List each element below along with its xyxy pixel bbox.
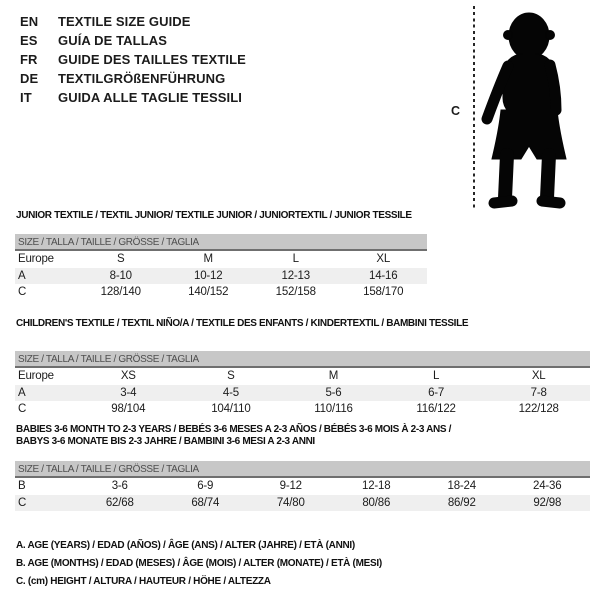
size-cell: 116/122 [416, 403, 456, 415]
size-cell: 104/110 [211, 403, 251, 415]
table-row [15, 478, 590, 495]
section-title: BABIES 3-6 MONTH TO 2-3 YEARS / BEBÉS 3-6 MESES A 2-3 AÑOS / BÉBÉS 3-6 MOIS À 2-3 ANS / [16, 424, 452, 435]
size-cell: XS [120, 370, 136, 382]
language-row [20, 50, 246, 69]
size-cell: 68/74 [191, 496, 220, 509]
size-cell: 74/80 [276, 496, 305, 509]
height-measure-label: C [451, 104, 461, 118]
language-row [20, 88, 246, 107]
size-cell: L [432, 370, 440, 382]
size-cell: 18-24 [447, 480, 476, 492]
size-cell: 3-4 [120, 386, 137, 399]
size-cell: 122/128 [518, 403, 559, 415]
section-title: BABYS 3-6 MONATE BIS 2-3 JAHRE / BAMBINI 3-6 MESI A 2-3 ANNI [16, 436, 315, 447]
language-label: TEXTILGRÖßENFÜHRUNG [58, 71, 226, 86]
footnote-line: C. (cm) HEIGHT / ALTURA / HAUTEUR / HÖHE / ALTEZZA [16, 576, 271, 587]
size-cell: 7-8 [530, 386, 547, 399]
size-section-babies [15, 424, 590, 511]
size-cell: 10-12 [194, 269, 223, 282]
baby-figure [440, 0, 600, 230]
size-cell: L [292, 253, 299, 265]
size-cell: 6-7 [428, 386, 445, 399]
language-row [20, 31, 246, 50]
section-title: JUNIOR TEXTILE / TEXTIL JUNIOR/ TEXTILE JUNIOR / JUNIORTEXTIL / JUNIOR TESSILE [16, 210, 412, 221]
size-cell: 152/158 [275, 286, 316, 298]
table-row [15, 268, 427, 285]
size-cell: 80/86 [362, 496, 391, 509]
size-cell: 12-18 [362, 480, 391, 492]
size-table [15, 351, 590, 418]
row-label: C [18, 286, 27, 298]
size-cell: 5-6 [325, 386, 342, 399]
language-title-list [20, 12, 246, 107]
size-cell: 9-12 [279, 480, 302, 492]
table-row [15, 251, 427, 268]
height-measure-dotted-line [473, 6, 475, 209]
size-cell: 158/170 [363, 286, 404, 298]
row-label: A [18, 386, 26, 399]
size-cell: M [203, 253, 213, 265]
language-row [20, 12, 246, 31]
size-cell: 6-9 [197, 480, 214, 492]
language-label: GUÍA DE TALLAS [58, 33, 168, 48]
size-cell: 4-5 [222, 386, 239, 399]
section-title: CHILDREN'S TEXTILE / TEXTIL NIÑO/A / TEXTILE DES ENFANTS / KINDERTEXTIL / BAMBINI TESSILE [16, 318, 469, 329]
row-label: B [18, 480, 26, 492]
size-header-bar: SIZE / TALLA / TAILLE / GRÖSSE / TAGLIA [15, 461, 590, 478]
size-cell: 92/98 [533, 496, 562, 509]
language-code: EN [20, 14, 39, 29]
row-label: Europe [18, 253, 54, 265]
size-cell: 12-13 [281, 269, 310, 282]
size-cell: 3-6 [111, 480, 128, 492]
size-cell: 24-36 [533, 480, 562, 492]
size-cell: 98/104 [111, 403, 146, 415]
size-header-bar: SIZE / TALLA / TAILLE / GRÖSSE / TAGLIA [15, 351, 590, 368]
language-code: IT [20, 90, 32, 105]
size-cell: 62/68 [105, 496, 134, 509]
row-label: A [18, 269, 26, 282]
size-header-bar: SIZE / TALLA / TAILLE / GRÖSSE / TAGLIA [15, 234, 427, 251]
baby-silhouette-icon [440, 0, 600, 230]
size-section-junior [15, 210, 590, 301]
size-cell: 110/116 [314, 403, 353, 415]
size-section-children [15, 318, 590, 418]
size-cell: XL [376, 253, 391, 265]
footnotes [16, 537, 382, 591]
size-cell: S [227, 370, 235, 382]
language-label: TEXTILE SIZE GUIDE [58, 14, 191, 29]
size-cell: 14-16 [369, 269, 398, 282]
language-row [20, 69, 246, 88]
language-label: GUIDA ALLE TAGLIE TESSILI [58, 90, 243, 105]
table-row [15, 368, 590, 385]
language-code: FR [20, 52, 38, 67]
size-table [15, 461, 590, 511]
language-code: DE [20, 71, 39, 86]
size-cell: 128/140 [100, 286, 141, 298]
language-code: ES [20, 33, 38, 48]
language-label: GUIDE DES TAILLES TEXTILE [58, 52, 246, 67]
size-cell: XL [531, 370, 546, 382]
size-cell: 140/152 [188, 286, 229, 298]
row-label: C [18, 403, 27, 415]
table-row [15, 401, 590, 418]
size-cell: 86/92 [447, 496, 476, 509]
footnote-line: A. AGE (YEARS) / EDAD (AÑOS) / ÂGE (ANS) / ALTER (JAHRE) / ETÀ (ANNI) [16, 540, 355, 551]
table-row [15, 284, 427, 301]
table-row [15, 495, 590, 512]
size-cell: M [328, 370, 339, 382]
row-label: Europe [18, 370, 54, 382]
row-label: C [18, 496, 27, 509]
footnote-line: B. AGE (MONTHS) / EDAD (MESES) / ÂGE (MOIS) / ALTER (MONATE) / ETÀ (MESI) [16, 558, 382, 569]
size-cell: S [117, 253, 125, 265]
size-table [15, 234, 427, 301]
size-cell: 8-10 [109, 269, 132, 282]
table-row [15, 385, 590, 402]
